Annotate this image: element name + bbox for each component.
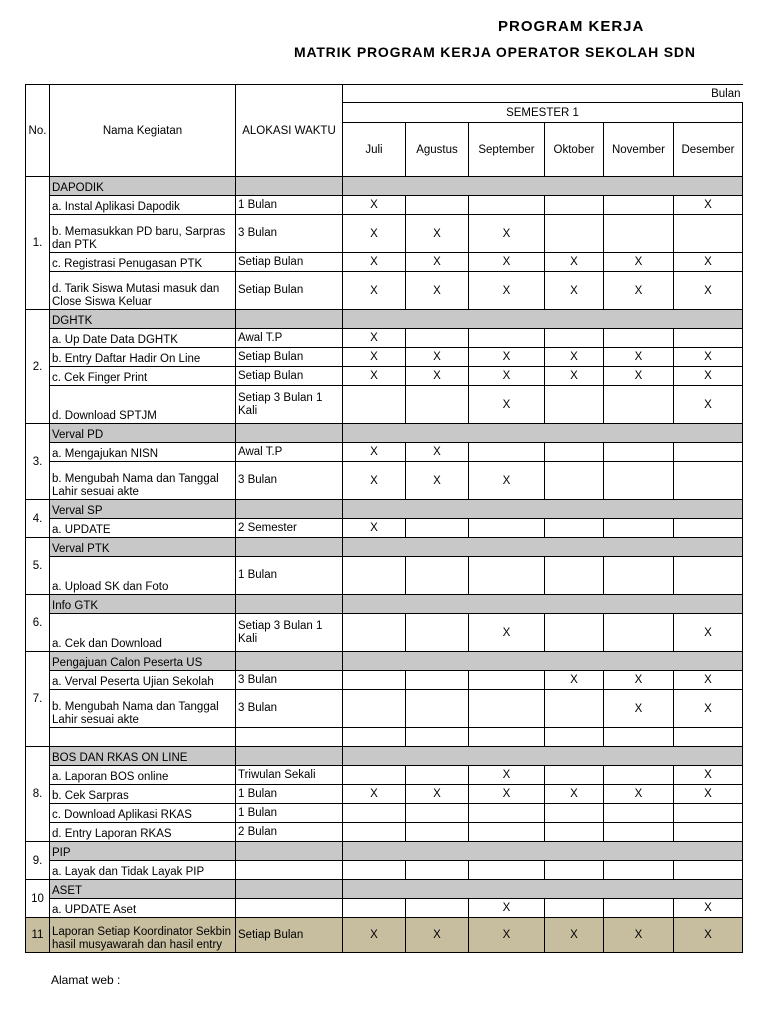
time-allocation: Setiap 3 Bulan 1 Kali	[236, 386, 343, 424]
activity-name: b. Mengubah Nama dan Tanggal Lahir sesuai akte	[50, 690, 236, 728]
month-mark	[343, 766, 406, 785]
month-mark: X	[469, 348, 545, 367]
header-semester: SEMESTER 1	[343, 103, 743, 123]
month-mark	[545, 823, 604, 842]
activity-name: b. Memasukkan PD baru, Sarpras dan PTK	[50, 215, 236, 253]
section-label: DAPODIK	[50, 177, 236, 196]
month-mark	[343, 557, 406, 595]
month-mark	[406, 671, 469, 690]
activity-name: a. UPDATE Aset	[50, 899, 236, 918]
activity-name: d. Tarik Siswa Mutasi masuk dan Close Siswa Keluar	[50, 272, 236, 310]
section-label: ASET	[50, 880, 236, 899]
month-mark: X	[604, 367, 674, 386]
month-mark: X	[469, 215, 545, 253]
activity-name	[50, 728, 236, 747]
activity-name: a. Verval Peserta Ujian Sekolah	[50, 671, 236, 690]
activity-name: b. Mengubah Nama dan Tanggal Lahir sesuai akte	[50, 462, 236, 500]
month-mark: X	[343, 785, 406, 804]
section-alloc-cell	[236, 595, 343, 614]
month-mark	[469, 671, 545, 690]
activity-name: Laporan Setiap Koordinator Sekbin hasil musyawarah dan hasil entry	[50, 918, 236, 953]
activity-row	[26, 766, 743, 785]
section-fill	[343, 310, 743, 329]
section-fill	[343, 842, 743, 861]
month-mark: X	[343, 348, 406, 367]
month-mark	[674, 861, 743, 880]
month-mark: X	[469, 785, 545, 804]
activity-name: b. Entry Daftar Hadir On Line	[50, 348, 236, 367]
time-allocation: 1 Bulan	[236, 557, 343, 595]
header-no: No.	[26, 85, 50, 177]
month-mark: X	[469, 918, 545, 953]
section-fill	[343, 538, 743, 557]
month-mark	[406, 728, 469, 747]
month-mark	[545, 386, 604, 424]
month-mark: X	[343, 196, 406, 215]
section-label: Verval PD	[50, 424, 236, 443]
month-mark	[469, 519, 545, 538]
month-mark: X	[674, 614, 743, 652]
section-label: Verval PTK	[50, 538, 236, 557]
month-mark: X	[545, 367, 604, 386]
month-mark: X	[545, 272, 604, 310]
header-activity: Nama Kegiatan	[50, 85, 236, 177]
month-mark	[545, 766, 604, 785]
month-mark	[604, 804, 674, 823]
header-allocation: ALOKASI WAKTU	[236, 85, 343, 177]
month-mark	[406, 614, 469, 652]
month-mark: X	[545, 348, 604, 367]
month-mark	[406, 557, 469, 595]
month-mark	[406, 690, 469, 728]
activity-row	[26, 272, 743, 310]
month-mark	[343, 823, 406, 842]
month-mark: X	[604, 253, 674, 272]
activity-row	[26, 443, 743, 462]
month-mark	[604, 329, 674, 348]
activity-name: c. Download Aplikasi RKAS	[50, 804, 236, 823]
activity-row	[26, 386, 743, 424]
month-mark	[674, 557, 743, 595]
activity-row	[26, 348, 743, 367]
month-mark	[674, 728, 743, 747]
activity-row	[26, 823, 743, 842]
time-allocation: Awal T.P	[236, 443, 343, 462]
month-mark: X	[674, 272, 743, 310]
time-allocation: 1 Bulan	[236, 196, 343, 215]
section-alloc-cell	[236, 842, 343, 861]
time-allocation	[236, 728, 343, 747]
document-title: PROGRAM KERJA	[498, 18, 645, 35]
month-mark	[343, 899, 406, 918]
month-mark	[343, 671, 406, 690]
time-allocation: Triwulan Sekali	[236, 766, 343, 785]
section-alloc-cell	[236, 500, 343, 519]
activity-name: a. UPDATE	[50, 519, 236, 538]
row-number: 5.	[26, 538, 50, 595]
month-mark: X	[406, 462, 469, 500]
month-mark	[469, 690, 545, 728]
month-mark	[469, 804, 545, 823]
month-mark	[545, 804, 604, 823]
section-row	[26, 747, 743, 766]
month-mark: X	[545, 918, 604, 953]
section-row	[26, 500, 743, 519]
month-mark	[604, 899, 674, 918]
month-mark	[604, 557, 674, 595]
time-allocation: Setiap Bulan	[236, 272, 343, 310]
month-mark	[545, 215, 604, 253]
activity-row	[26, 329, 743, 348]
month-mark: X	[469, 614, 545, 652]
activity-name: a. Up Date Data DGHTK	[50, 329, 236, 348]
section-row	[26, 424, 743, 443]
month-mark	[674, 443, 743, 462]
month-mark: X	[545, 253, 604, 272]
row-number: 9.	[26, 842, 50, 880]
section-label: DGHTK	[50, 310, 236, 329]
month-mark	[604, 766, 674, 785]
activity-row	[26, 690, 743, 728]
month-mark: X	[674, 899, 743, 918]
month-mark	[343, 614, 406, 652]
month-mark: X	[604, 785, 674, 804]
row-number: 1.	[26, 177, 50, 310]
section-fill	[343, 177, 743, 196]
month-mark: X	[406, 253, 469, 272]
month-mark	[545, 728, 604, 747]
header-month: November	[604, 123, 674, 177]
month-mark: X	[343, 918, 406, 953]
time-allocation: 3 Bulan	[236, 690, 343, 728]
month-mark: X	[406, 785, 469, 804]
month-mark: X	[674, 785, 743, 804]
month-mark	[469, 329, 545, 348]
month-mark	[545, 690, 604, 728]
month-mark	[545, 614, 604, 652]
month-mark	[545, 899, 604, 918]
month-mark	[604, 519, 674, 538]
time-allocation: Setiap Bulan	[236, 918, 343, 953]
month-mark: X	[469, 253, 545, 272]
month-mark	[406, 823, 469, 842]
month-mark	[406, 861, 469, 880]
month-mark: X	[343, 443, 406, 462]
section-fill	[343, 595, 743, 614]
month-mark	[604, 443, 674, 462]
activity-row	[26, 215, 743, 253]
section-alloc-cell	[236, 538, 343, 557]
time-allocation	[236, 899, 343, 918]
month-mark	[343, 861, 406, 880]
month-mark: X	[469, 899, 545, 918]
month-mark	[674, 462, 743, 500]
month-mark: X	[674, 690, 743, 728]
section-alloc-cell	[236, 747, 343, 766]
month-mark: X	[604, 272, 674, 310]
month-mark	[545, 329, 604, 348]
month-mark: X	[674, 253, 743, 272]
activity-row	[26, 367, 743, 386]
activity-row	[26, 671, 743, 690]
month-mark	[406, 804, 469, 823]
month-mark: X	[406, 918, 469, 953]
header-month: Juli	[343, 123, 406, 177]
highlight-row	[26, 918, 743, 953]
header-month: Agustus	[406, 123, 469, 177]
activity-row	[26, 519, 743, 538]
activity-name: a. Laporan BOS online	[50, 766, 236, 785]
activity-name: c. Registrasi Penugasan PTK	[50, 253, 236, 272]
activity-name: a. Upload SK dan Foto	[50, 557, 236, 595]
header-month: Oktober	[545, 123, 604, 177]
section-row	[26, 595, 743, 614]
activity-name: d. Download SPTJM	[50, 386, 236, 424]
section-fill	[343, 747, 743, 766]
time-allocation: Setiap 3 Bulan 1 Kali	[236, 614, 343, 652]
month-mark	[674, 215, 743, 253]
section-alloc-cell	[236, 652, 343, 671]
month-mark: X	[545, 785, 604, 804]
row-number: 10	[26, 880, 50, 918]
activity-row	[26, 462, 743, 500]
row-number: 11	[26, 918, 50, 953]
time-allocation: 2 Bulan	[236, 823, 343, 842]
activity-row	[26, 557, 743, 595]
row-number: 3.	[26, 424, 50, 500]
matrix-body	[26, 177, 743, 953]
month-mark	[406, 329, 469, 348]
month-mark	[406, 519, 469, 538]
month-mark	[604, 462, 674, 500]
month-mark: X	[343, 272, 406, 310]
time-allocation: 1 Bulan	[236, 785, 343, 804]
month-mark: X	[406, 348, 469, 367]
section-fill	[343, 652, 743, 671]
time-allocation: 3 Bulan	[236, 671, 343, 690]
month-mark	[604, 728, 674, 747]
section-alloc-cell	[236, 310, 343, 329]
section-label: PIP	[50, 842, 236, 861]
activity-row	[26, 728, 743, 747]
activity-name: a. Cek dan Download	[50, 614, 236, 652]
month-mark	[469, 728, 545, 747]
month-mark: X	[343, 329, 406, 348]
activity-row	[26, 899, 743, 918]
time-allocation: Setiap Bulan	[236, 253, 343, 272]
month-mark	[469, 861, 545, 880]
activity-row	[26, 196, 743, 215]
activity-row	[26, 253, 743, 272]
row-number: 2.	[26, 310, 50, 424]
month-mark	[674, 823, 743, 842]
month-mark	[406, 386, 469, 424]
month-mark: X	[604, 671, 674, 690]
month-mark: X	[604, 690, 674, 728]
month-mark: X	[674, 386, 743, 424]
month-mark	[545, 462, 604, 500]
time-allocation: Awal T.P	[236, 329, 343, 348]
month-mark	[406, 196, 469, 215]
month-mark: X	[469, 386, 545, 424]
month-mark	[604, 861, 674, 880]
activity-row	[26, 861, 743, 880]
month-mark: X	[674, 918, 743, 953]
month-mark	[604, 823, 674, 842]
month-mark: X	[343, 462, 406, 500]
time-allocation: 2 Semester	[236, 519, 343, 538]
activity-name: a. Mengajukan NISN	[50, 443, 236, 462]
month-mark: X	[674, 196, 743, 215]
month-mark	[406, 899, 469, 918]
month-mark: X	[343, 519, 406, 538]
month-mark	[343, 690, 406, 728]
month-mark: X	[406, 367, 469, 386]
month-mark	[343, 728, 406, 747]
month-mark: X	[674, 766, 743, 785]
time-allocation	[236, 861, 343, 880]
month-mark: X	[604, 348, 674, 367]
month-mark: X	[469, 462, 545, 500]
month-mark	[343, 804, 406, 823]
activity-name: a. Layak dan Tidak Layak PIP	[50, 861, 236, 880]
month-mark	[545, 557, 604, 595]
web-address-label: Alamat web :	[51, 973, 121, 987]
month-mark	[406, 766, 469, 785]
activity-row	[26, 785, 743, 804]
month-mark	[674, 804, 743, 823]
month-mark	[343, 386, 406, 424]
section-label: Pengajuan Calon Peserta US	[50, 652, 236, 671]
month-mark	[469, 443, 545, 462]
month-mark	[604, 215, 674, 253]
activity-name: d. Entry Laporan RKAS	[50, 823, 236, 842]
month-mark	[674, 519, 743, 538]
time-allocation: Setiap Bulan	[236, 367, 343, 386]
month-mark	[545, 196, 604, 215]
section-row	[26, 880, 743, 899]
section-row	[26, 538, 743, 557]
document-subtitle: MATRIK PROGRAM KERJA OPERATOR SEKOLAH SDN	[294, 44, 696, 60]
time-allocation: 1 Bulan	[236, 804, 343, 823]
activity-name: c. Cek Finger Print	[50, 367, 236, 386]
row-number: 6.	[26, 595, 50, 652]
activity-row	[26, 614, 743, 652]
month-mark	[545, 443, 604, 462]
month-mark: X	[545, 671, 604, 690]
section-row	[26, 310, 743, 329]
section-label: BOS DAN RKAS ON LINE	[50, 747, 236, 766]
month-mark: X	[343, 367, 406, 386]
section-alloc-cell	[236, 177, 343, 196]
month-mark: X	[674, 367, 743, 386]
activity-name: a. Instal Aplikasi Dapodik	[50, 196, 236, 215]
header-month: Desember	[674, 123, 743, 177]
section-row	[26, 177, 743, 196]
month-mark: X	[406, 272, 469, 310]
month-mark	[604, 386, 674, 424]
section-fill	[343, 880, 743, 899]
section-fill	[343, 424, 743, 443]
section-alloc-cell	[236, 880, 343, 899]
month-mark: X	[469, 766, 545, 785]
month-mark: X	[343, 215, 406, 253]
header-bulan: Bulan	[343, 85, 743, 103]
month-mark	[469, 557, 545, 595]
header-month: September	[469, 123, 545, 177]
time-allocation: 3 Bulan	[236, 215, 343, 253]
time-allocation: 3 Bulan	[236, 462, 343, 500]
month-mark: X	[406, 443, 469, 462]
section-alloc-cell	[236, 424, 343, 443]
month-mark: X	[469, 367, 545, 386]
activity-row	[26, 804, 743, 823]
month-mark	[469, 196, 545, 215]
month-mark: X	[343, 253, 406, 272]
section-row	[26, 652, 743, 671]
month-mark	[604, 614, 674, 652]
month-mark	[604, 196, 674, 215]
row-number: 4.	[26, 500, 50, 538]
month-mark	[469, 823, 545, 842]
time-allocation: Setiap Bulan	[236, 348, 343, 367]
month-mark: X	[604, 918, 674, 953]
month-mark	[545, 519, 604, 538]
section-fill	[343, 500, 743, 519]
month-mark: X	[406, 215, 469, 253]
program-matrix-table	[25, 84, 743, 953]
section-label: Verval SP	[50, 500, 236, 519]
row-number: 8.	[26, 747, 50, 842]
activity-name: b. Cek Sarpras	[50, 785, 236, 804]
month-mark	[545, 861, 604, 880]
row-number: 7.	[26, 652, 50, 747]
month-mark: X	[674, 671, 743, 690]
section-row	[26, 842, 743, 861]
month-mark: X	[674, 348, 743, 367]
section-label: Info GTK	[50, 595, 236, 614]
month-mark	[674, 329, 743, 348]
month-mark: X	[469, 272, 545, 310]
